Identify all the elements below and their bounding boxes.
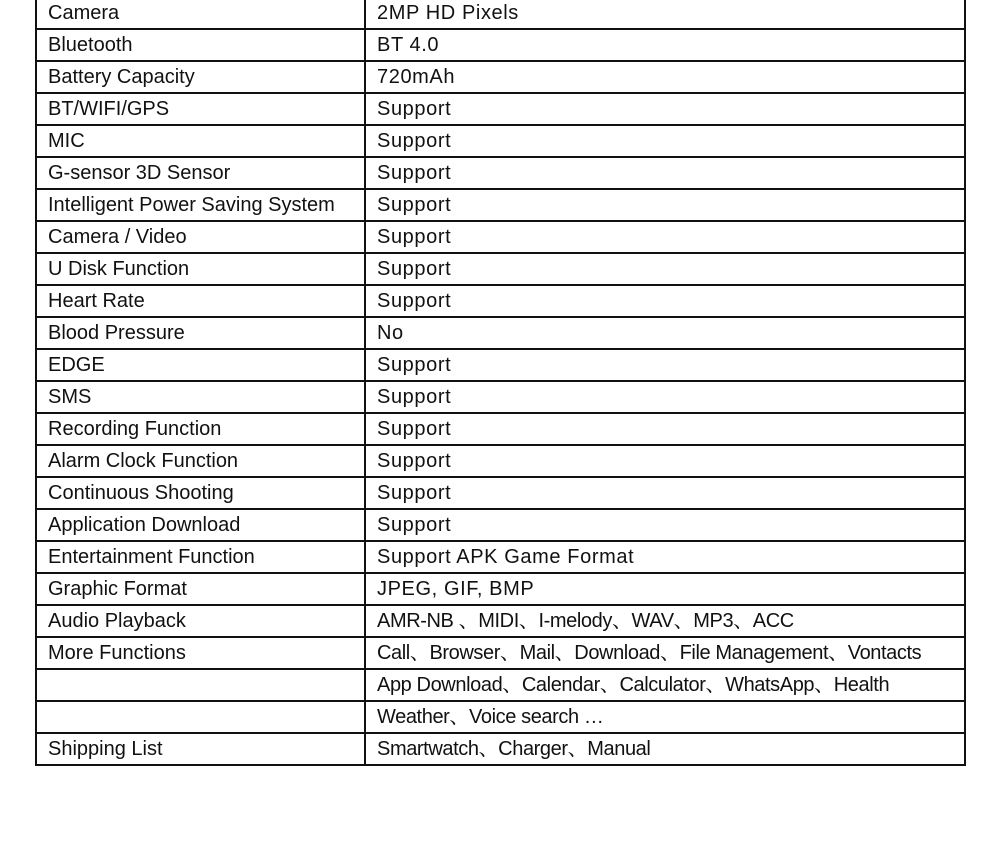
spec-value: Support APK Game Format: [365, 541, 965, 573]
table-row: [36, 445, 965, 477]
table-row: [36, 93, 965, 125]
spec-label: G-sensor 3D Sensor: [36, 157, 365, 189]
spec-label: Bluetooth: [36, 29, 365, 61]
spec-label: Application Download: [36, 509, 365, 541]
spec-value: Support: [365, 221, 965, 253]
spec-value: App Download、Calendar、Calculator、WhatsApp、Health: [365, 669, 965, 701]
spec-value: Call、Browser、Mail、Download、File Management、Vontacts: [365, 637, 965, 669]
spec-label: Entertainment Function: [36, 541, 365, 573]
table-row: [36, 349, 965, 381]
spec-label: BT/WIFI/GPS: [36, 93, 365, 125]
spec-label: EDGE: [36, 349, 365, 381]
spec-value: 720mAh: [365, 61, 965, 93]
table-row: [36, 157, 965, 189]
spec-label: Camera: [36, 0, 365, 29]
spec-label: MIC: [36, 125, 365, 157]
table-row: [36, 221, 965, 253]
table-row: [36, 381, 965, 413]
spec-value: Support: [365, 349, 965, 381]
spec-label: Battery Capacity: [36, 61, 365, 93]
spec-label: Audio Playback: [36, 605, 365, 637]
spec-label: Graphic Format: [36, 573, 365, 605]
spec-value: Weather、Voice search …: [365, 701, 965, 733]
table-row: [36, 253, 965, 285]
spec-label: Alarm Clock Function: [36, 445, 365, 477]
table-row: [36, 125, 965, 157]
spec-value: Support: [365, 157, 965, 189]
table-row: [36, 573, 965, 605]
spec-value: Support: [365, 125, 965, 157]
table-row: [36, 413, 965, 445]
spec-label: SMS: [36, 381, 365, 413]
table-row: [36, 541, 965, 573]
table-row: [36, 317, 965, 349]
spec-value: Support: [365, 477, 965, 509]
spec-value: BT 4.0: [365, 29, 965, 61]
spec-value: AMR-NB 、MIDI、I-melody、WAV、MP3、ACC: [365, 605, 965, 637]
table-row: [36, 605, 965, 637]
table-row: [36, 189, 965, 221]
spec-value: Support: [365, 285, 965, 317]
table-row: [36, 29, 965, 61]
spec-label: Continuous Shooting: [36, 477, 365, 509]
spec-value: Support: [365, 189, 965, 221]
table-row: [36, 285, 965, 317]
table-row: [36, 701, 965, 733]
spec-label: Intelligent Power Saving System: [36, 189, 365, 221]
spec-value: Support: [365, 509, 965, 541]
spec-value: Support: [365, 253, 965, 285]
spec-value: Smartwatch、Charger、Manual: [365, 733, 965, 765]
table-row: [36, 509, 965, 541]
spec-label: U Disk Function: [36, 253, 365, 285]
spec-table-body: [36, 0, 965, 765]
table-row: [36, 477, 965, 509]
spec-table: [35, 0, 966, 766]
table-row: [36, 637, 965, 669]
spec-label: Shipping List: [36, 733, 365, 765]
spec-value: Support: [365, 93, 965, 125]
spec-label: Blood Pressure: [36, 317, 365, 349]
spec-label: More Functions: [36, 637, 365, 669]
spec-value: Support: [365, 413, 965, 445]
spec-value: Support: [365, 445, 965, 477]
spec-label: Heart Rate: [36, 285, 365, 317]
spec-label: Camera / Video: [36, 221, 365, 253]
spec-label: Recording Function: [36, 413, 365, 445]
table-row: [36, 669, 965, 701]
table-row: [36, 61, 965, 93]
spec-value: JPEG, GIF, BMP: [365, 573, 965, 605]
spec-label: [36, 669, 365, 701]
spec-value: Support: [365, 381, 965, 413]
table-row: [36, 0, 965, 29]
spec-label: [36, 701, 365, 733]
table-row: [36, 733, 965, 765]
spec-value: No: [365, 317, 965, 349]
spec-value: 2MP HD Pixels: [365, 0, 965, 29]
